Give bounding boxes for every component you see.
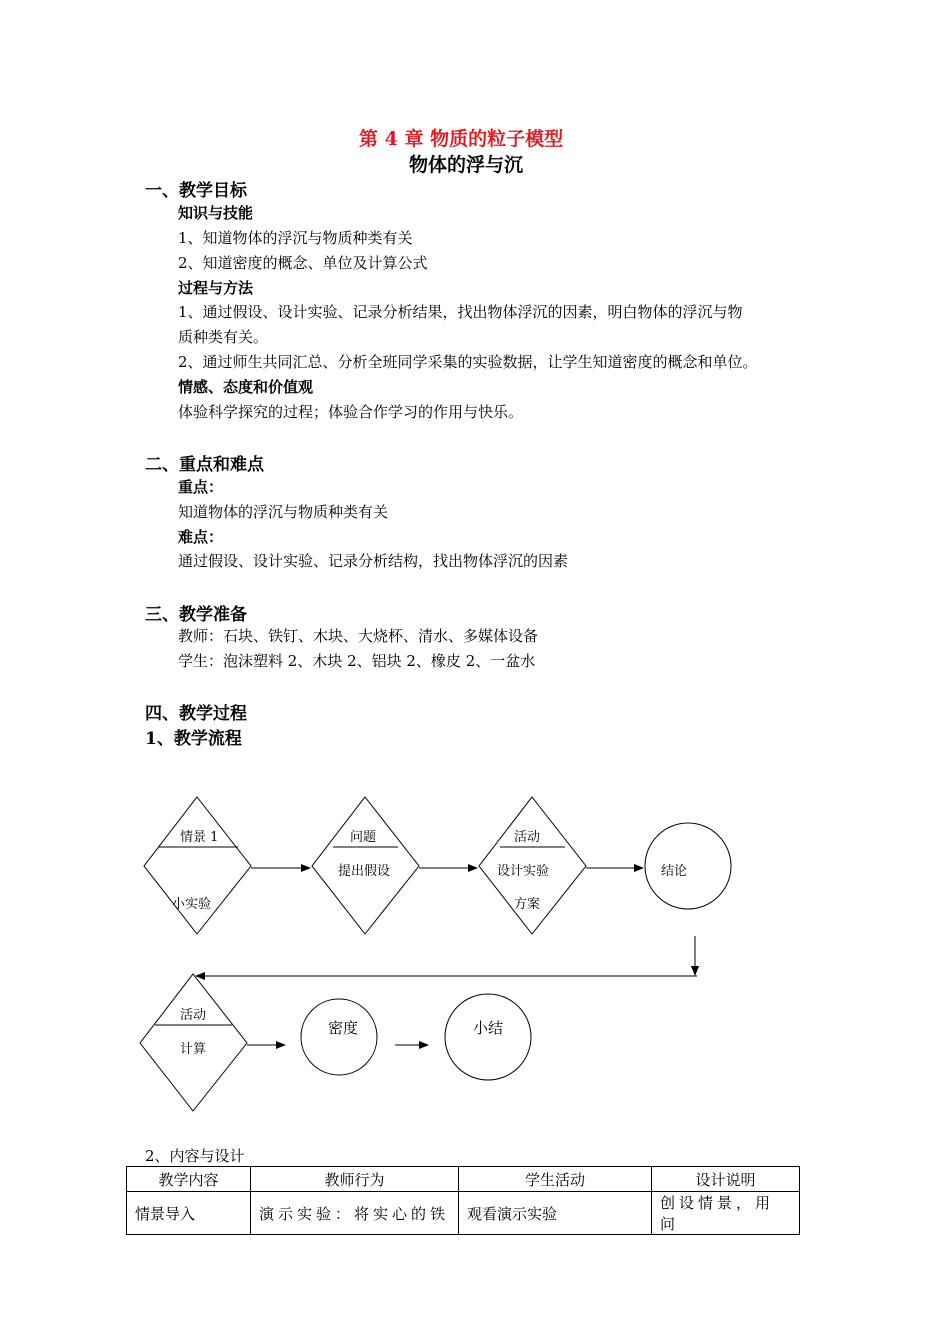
section-1-heading: 一、教学目标 (145, 181, 247, 201)
design-table (126, 1166, 800, 1235)
flow-label-design: 设计实验 (497, 864, 550, 879)
table-header: 教学内容 (127, 1167, 251, 1192)
knowledge-subheading: 知识与技能 (178, 204, 254, 222)
flow-label-question: 问题 (350, 830, 377, 845)
table-cell: 创设情景，用问 (652, 1192, 800, 1235)
flow-label-plan: 方案 (514, 897, 541, 912)
flow-diamond-1 (144, 797, 251, 934)
section-2-heading: 二、重点和难点 (145, 455, 264, 475)
process-item-1a: 1、通过假设、设计实验、记录分析结果，找出物体浮沉的因素，明白物体的浮沉与物 (178, 303, 743, 321)
key-point-label: 重点： (178, 478, 224, 496)
flow-label-scene: 情景 1 (180, 830, 219, 845)
process-item-2: 2、通过师生共同汇总、分析全班同学采集的实验数据，让学生知道密度的概念和单位。 (178, 353, 758, 371)
difficulty-label: 难点： (178, 528, 224, 546)
knowledge-item-1: 1、知道物体的浮沉与物质种类有关 (178, 229, 413, 247)
flow-label-activity-2: 活动 (180, 1008, 207, 1023)
key-point-text: 知道物体的浮沉与物质种类有关 (178, 503, 389, 521)
flow-label-small-experiment: 小实验 (172, 897, 212, 912)
flow-label-density: 密度 (328, 1019, 359, 1037)
table-header-row (127, 1167, 800, 1192)
flow-label-activity-1: 活动 (514, 830, 541, 845)
emotion-subheading: 情感、态度和价值观 (178, 378, 314, 396)
flow-label-conclusion: 结论 (661, 864, 688, 879)
process-subheading: 过程与方法 (178, 279, 254, 297)
student-prep: 学生：泡沫塑料 2、木块 2、铝块 2、橡皮 2、一盆水 (178, 652, 536, 670)
flow-circle-conclusion (645, 823, 731, 909)
process-item-1b: 质种类有关。 (178, 328, 269, 346)
flow-label-summary: 小结 (473, 1019, 504, 1037)
table-header: 学生活动 (459, 1167, 652, 1192)
teacher-prep: 教师：石块、铁钉、木块、大烧杯、清水、多媒体设备 (178, 627, 539, 645)
chapter-title: 第 4 章 物质的粒子模型 (359, 128, 564, 150)
knowledge-item-2: 2、知道密度的概念、单位及计算公式 (178, 254, 428, 272)
table-cell: 演示实验：将实心的铁 (251, 1192, 459, 1235)
lesson-title: 物体的浮与沉 (409, 154, 524, 176)
section-3-heading: 三、教学准备 (145, 605, 247, 625)
table-cell: 观看演示实验 (459, 1192, 652, 1235)
section-4-heading: 四、教学过程 (145, 704, 247, 724)
table-header: 教师行为 (251, 1167, 459, 1192)
flow-heading: 1、教学流程 (145, 729, 242, 749)
table-header: 设计说明 (652, 1167, 800, 1192)
table-row (127, 1192, 800, 1235)
flow-label-hypothesis: 提出假设 (338, 864, 391, 879)
difficulty-text: 通过假设、设计实验、记录分析结构，找出物体浮沉的因素 (178, 552, 569, 570)
table-cell: 情景导入 (127, 1192, 251, 1235)
flow-label-calculate: 计算 (180, 1042, 207, 1057)
emotion-item: 体验科学探究的过程；体验合作学习的作用与快乐。 (178, 403, 524, 421)
design-heading: 2、内容与设计 (145, 1147, 245, 1165)
